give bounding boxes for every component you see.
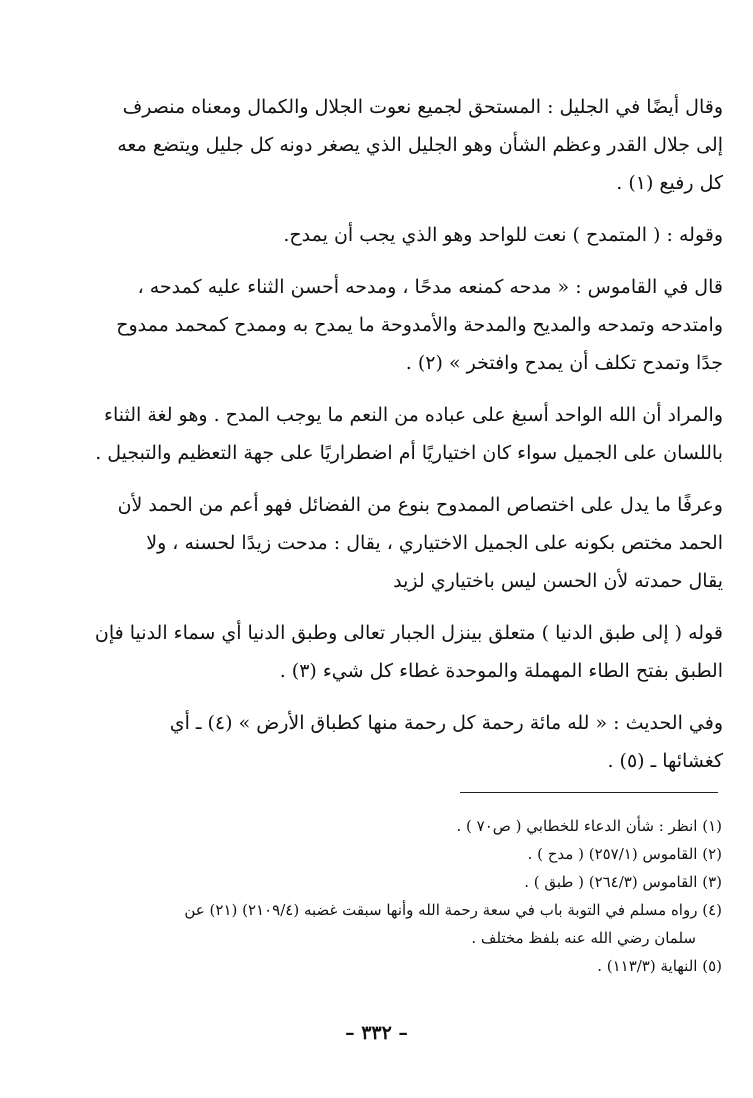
text-line: وفي الحديث : « لله مائة رحمة كل رحمة منها كطباق الأرض » (٤) ـ أي: [169, 712, 723, 734]
footnote-4-continuation: سلمان رضي الله عنه بلفظ مختلف .: [471, 929, 696, 947]
footnote-3: (٣) القاموس (٢٦٤/٣) ( طبق ) .: [524, 873, 722, 891]
text-line: قوله ( إلى طبق الدنيا ) متعلق بينزل الجبار تعالى وطبق الدنيا أي سماء الدنيا فإن: [94, 622, 723, 644]
text-line: جدًا وتمدح تكلف أن يمدح وافتخر » (٢) .: [405, 352, 723, 374]
page-body: [78, 88, 723, 794]
paragraph-7: [78, 704, 723, 780]
text-line: وقوله : ( المتمدح ) نعت للواحد وهو الذي يجب أن يمدح.: [283, 224, 723, 246]
text-line: كل رفيع (١) .: [616, 172, 723, 194]
text-line: وقال أيضًا في الجليل : المستحق لجميع نعوت الجلال والكمال ومعناه منصرف: [122, 96, 723, 118]
text-line: باللسان على الجميل سواء كان اختياريًا أم اضطراريًا على جهة التعظيم والتبجيل .: [95, 442, 723, 464]
text-line: إلى جلال القدر وعظم الشأن وهو الجليل الذي يصغر دونه كل جليل ويتضع معه: [117, 134, 723, 156]
text-line: قال في القاموس : « مدحه كمنعه مدحًا ، ومدحه أحسن الثناء عليه كمدحه ،: [137, 276, 723, 298]
text-line: الطبق بفتح الطاء المهملة والموحدة غطاء كل شيء (٣) .: [279, 660, 723, 682]
footnote-2: (٢) القاموس (٢٥٧/١) ( مدح ) .: [527, 845, 722, 863]
paragraph-4: [78, 396, 723, 472]
paragraph-3: [78, 268, 723, 382]
paragraph-5: [78, 486, 723, 600]
text-line: كغشائها ـ (٥) .: [607, 750, 723, 772]
text-line: وعرفًا ما يدل على اختصاص الممدوح بنوع من الفضائل فهو أعم من الحمد لأن: [117, 494, 723, 516]
page-number: – ٣٣٢ –: [345, 1022, 408, 1044]
paragraph-1: [78, 88, 723, 202]
footnote-4: (٤) رواه مسلم في التوبة باب في سعة رحمة الله وأنها سبقت غضبه (٢١٠٩/٤) (٢١) عن: [184, 901, 722, 919]
footnote-1: (١) انظر : شأن الدعاء للخطابي ( ص٧٠ ) .: [456, 817, 722, 835]
paragraph-6: [78, 614, 723, 690]
text-line: والمراد أن الله الواحد أسبغ على عباده من النعم ما يوجب المدح . وهو لغة الثناء: [104, 404, 723, 426]
footnote-divider: [460, 792, 718, 793]
paragraph-2: [78, 216, 723, 254]
text-line: يقال حمدته لأن الحسن ليس باختياري لزيد: [393, 570, 723, 592]
text-line: وامتدحه وتمدحه والمديح والمدحة والأمدوحة ما يمدح به وممدح كمحمد ممدوح: [116, 314, 723, 336]
text-line: الحمد مختص بكونه على الجميل الاختياري ، يقال : مدحت زيدًا لحسنه ، ولا: [146, 532, 723, 554]
footnotes: [72, 812, 722, 980]
footnote-5: (٥) النهاية (١١٣/٣) .: [597, 957, 722, 975]
